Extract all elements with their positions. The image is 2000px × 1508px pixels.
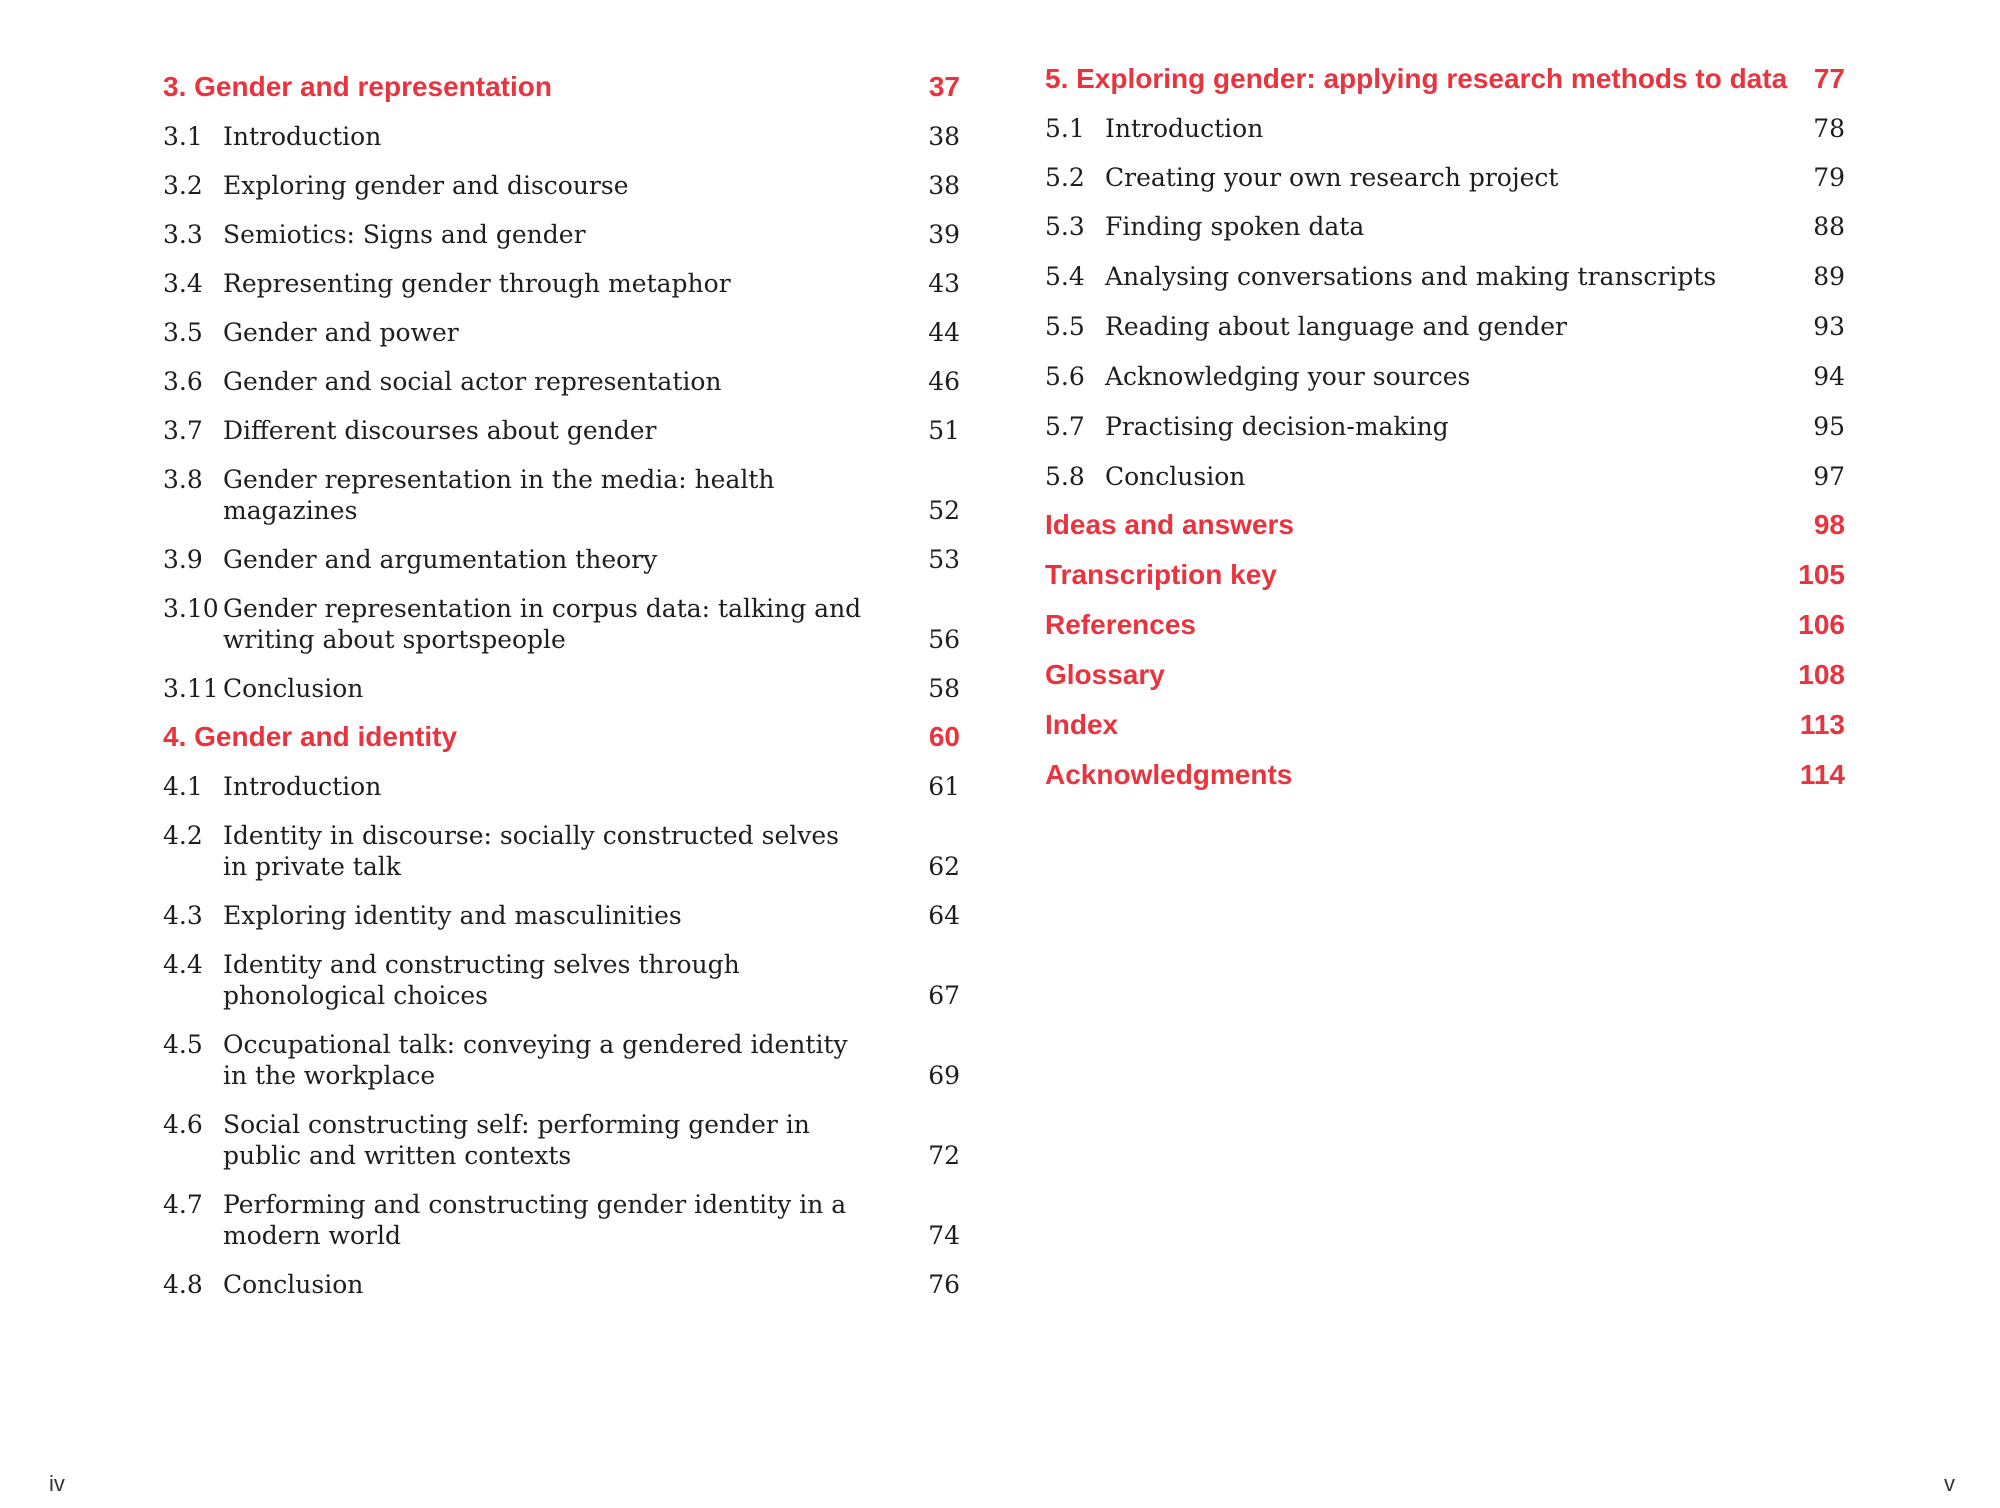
toc-heading-label: Ideas and answers bbox=[1045, 509, 1295, 540]
toc-entry bbox=[163, 170, 960, 201]
toc-entry-title: Gender representation in corpus data: talking and writing about sportspeople bbox=[223, 594, 862, 654]
toc-entry-number: 5.8 bbox=[1045, 462, 1085, 491]
toc-entry bbox=[163, 1269, 960, 1300]
toc-heading-page: 108 bbox=[1798, 659, 1845, 690]
toc-heading-page: 106 bbox=[1798, 609, 1845, 640]
toc-entry-number: 5.1 bbox=[1045, 114, 1085, 143]
toc-entry-page: 88 bbox=[1813, 212, 1845, 241]
toc-entry-page: 52 bbox=[928, 496, 960, 525]
toc-entry bbox=[1045, 411, 1845, 442]
toc-entry-title: Different discourses about gender bbox=[223, 416, 657, 445]
toc-entry-number: 3.3 bbox=[163, 220, 203, 249]
toc-heading-page: 113 bbox=[1799, 709, 1845, 740]
toc-entry bbox=[163, 593, 960, 655]
toc-heading-page: 98 bbox=[1813, 509, 1845, 540]
toc-entry-page: 89 bbox=[1813, 262, 1845, 291]
toc-entry bbox=[163, 415, 960, 446]
toc-entry-number: 3.11 bbox=[163, 674, 219, 703]
toc-entry-page: 74 bbox=[928, 1221, 960, 1250]
toc-entry-title: Gender and argumentation theory bbox=[223, 545, 658, 574]
toc-entry-page: 76 bbox=[928, 1270, 960, 1299]
toc-entry-title: Semiotics: Signs and gender bbox=[223, 220, 586, 249]
toc-entry bbox=[163, 949, 960, 1011]
toc-entry-title: Exploring gender and discourse bbox=[223, 171, 629, 200]
toc-heading-page: 105 bbox=[1798, 559, 1845, 590]
toc-entry-page: 53 bbox=[928, 545, 960, 574]
toc-entry-page: 62 bbox=[928, 852, 960, 881]
toc-entry-page: 56 bbox=[928, 625, 960, 654]
toc-entry-number: 5.5 bbox=[1045, 312, 1085, 341]
toc-entry-page: 97 bbox=[1813, 462, 1845, 491]
toc-heading bbox=[1045, 760, 1845, 790]
toc-entry bbox=[163, 544, 960, 575]
toc-heading-label: 3. Gender and representation bbox=[163, 71, 552, 102]
toc-entry-page: 39 bbox=[928, 220, 960, 249]
toc-heading-label: 5. Exploring gender: applying research methods to data bbox=[1045, 63, 1788, 94]
toc-heading-label: Glossary bbox=[1045, 659, 1165, 690]
toc-entry bbox=[163, 366, 960, 397]
toc-entry-title: Conclusion bbox=[223, 674, 364, 703]
toc-entry-page: 44 bbox=[928, 318, 960, 347]
toc-entry-page: 69 bbox=[928, 1061, 960, 1090]
toc-entry bbox=[163, 673, 960, 704]
toc-entry bbox=[163, 1029, 960, 1091]
toc-entry-number: 4.6 bbox=[163, 1110, 203, 1139]
toc-entry bbox=[163, 219, 960, 250]
toc-entry-page: 38 bbox=[928, 122, 960, 151]
toc-entry-number: 3.2 bbox=[163, 171, 203, 200]
toc-entry bbox=[1045, 311, 1845, 342]
toc-entry-number: 5.7 bbox=[1045, 412, 1085, 441]
toc-entry-title: Analysing conversations and making transcripts bbox=[1105, 262, 1717, 291]
toc-entry-number: 5.4 bbox=[1045, 262, 1085, 291]
toc-entry-page: 46 bbox=[928, 367, 960, 396]
toc-entry bbox=[1045, 211, 1845, 242]
toc-entry bbox=[1045, 162, 1845, 193]
toc-heading-page: 77 bbox=[1813, 63, 1845, 94]
toc-heading-page: 37 bbox=[928, 71, 960, 102]
toc-entry-number: 4.8 bbox=[163, 1270, 203, 1299]
toc-entry-number: 4.7 bbox=[163, 1190, 203, 1219]
toc-heading-label: References bbox=[1045, 609, 1196, 640]
toc-entry-title: Exploring identity and masculinities bbox=[223, 901, 682, 930]
toc-entry bbox=[163, 900, 960, 931]
toc-heading bbox=[1045, 64, 1845, 94]
page-number-left: iv bbox=[49, 1471, 65, 1496]
toc-entry bbox=[163, 820, 960, 882]
toc-entry-number: 4.2 bbox=[163, 821, 203, 850]
toc-heading-page: 60 bbox=[928, 721, 960, 752]
toc-heading bbox=[1045, 560, 1845, 590]
toc-entry bbox=[1045, 361, 1845, 392]
toc-heading-page: 114 bbox=[1799, 759, 1845, 790]
toc-entry-page: 64 bbox=[928, 901, 960, 930]
toc-entry-title: Creating your own research project bbox=[1105, 163, 1559, 192]
toc-entry-number: 3.1 bbox=[163, 122, 203, 151]
toc-entry-page: 93 bbox=[1813, 312, 1845, 341]
toc-entry-page: 67 bbox=[928, 981, 960, 1010]
toc-heading bbox=[1045, 660, 1845, 690]
toc-entry-title: Identity and constructing selves through phonological choices bbox=[223, 950, 740, 1010]
toc-entry-number: 3.10 bbox=[163, 594, 219, 623]
toc-entry-number: 5.6 bbox=[1045, 362, 1085, 391]
toc-entry-page: 38 bbox=[928, 171, 960, 200]
toc-entry-number: 4.5 bbox=[163, 1030, 203, 1059]
toc-heading bbox=[1045, 610, 1845, 640]
toc-entry-number: 4.3 bbox=[163, 901, 203, 930]
toc-entry-title: Acknowledging your sources bbox=[1105, 362, 1471, 391]
toc-entry bbox=[1045, 261, 1845, 292]
toc-entry-page: 58 bbox=[928, 674, 960, 703]
toc-entry-title: Introduction bbox=[223, 772, 382, 801]
toc-entry-title: Identity in discourse: socially constructed selves in private talk bbox=[223, 821, 839, 881]
toc-entry-page: 78 bbox=[1813, 114, 1845, 143]
toc-entry-page: 79 bbox=[1813, 163, 1845, 192]
toc-entry bbox=[1045, 113, 1845, 144]
toc-entry-page: 61 bbox=[928, 772, 960, 801]
toc-entry-number: 5.2 bbox=[1045, 163, 1085, 192]
toc-heading-label: Index bbox=[1045, 709, 1119, 740]
toc-entry-title: Practising decision-making bbox=[1105, 412, 1449, 441]
toc-entry-number: 5.3 bbox=[1045, 212, 1085, 241]
toc-entry-page: 43 bbox=[928, 269, 960, 298]
toc-entry bbox=[163, 1109, 960, 1171]
toc-entry-title: Social constructing self: performing gender in public and written contexts bbox=[223, 1110, 810, 1170]
toc-entry-title: Gender representation in the media: health magazines bbox=[223, 465, 775, 525]
toc-entry-page: 72 bbox=[928, 1141, 960, 1170]
toc-entry-title: Representing gender through metaphor bbox=[223, 269, 731, 298]
toc-entry-number: 3.8 bbox=[163, 465, 203, 494]
toc-heading-label: Transcription key bbox=[1045, 559, 1277, 590]
toc-heading bbox=[1045, 510, 1845, 540]
toc-entry-title: Introduction bbox=[1105, 114, 1264, 143]
toc-entry bbox=[163, 317, 960, 348]
toc-entry-title: Gender and social actor representation bbox=[223, 367, 722, 396]
toc-entry-title: Gender and power bbox=[223, 318, 459, 347]
toc-entry-title: Conclusion bbox=[1105, 462, 1246, 491]
toc-entry bbox=[163, 1189, 960, 1251]
toc-entry-number: 3.6 bbox=[163, 367, 203, 396]
toc-entry-page: 94 bbox=[1813, 362, 1845, 391]
toc-entry-title: Performing and constructing gender identity in a modern world bbox=[223, 1190, 847, 1250]
toc-entry-number: 3.4 bbox=[163, 269, 203, 298]
toc-entry bbox=[163, 268, 960, 299]
toc-entry-number: 3.9 bbox=[163, 545, 203, 574]
toc-entry-page: 95 bbox=[1813, 412, 1845, 441]
toc-entry-number: 4.1 bbox=[163, 772, 203, 801]
toc-entry-page: 51 bbox=[928, 416, 960, 445]
toc-entry-number: 3.5 bbox=[163, 318, 203, 347]
toc-entry bbox=[1045, 461, 1845, 492]
toc-heading bbox=[163, 72, 960, 102]
toc-entry-title: Reading about language and gender bbox=[1105, 312, 1567, 341]
toc-entry-number: 4.4 bbox=[163, 950, 203, 979]
toc-entry-title: Finding spoken data bbox=[1105, 212, 1365, 241]
toc-heading bbox=[163, 722, 960, 752]
toc-heading-label: 4. Gender and identity bbox=[163, 721, 458, 752]
toc-entry-number: 3.7 bbox=[163, 416, 203, 445]
toc-entry bbox=[163, 771, 960, 802]
toc-entry-title: Conclusion bbox=[223, 1270, 364, 1299]
page-number-right: v bbox=[1944, 1471, 1955, 1496]
toc-entry bbox=[163, 464, 960, 526]
toc-heading bbox=[1045, 710, 1845, 740]
toc-entry-title: Occupational talk: conveying a gendered identity in the workplace bbox=[223, 1030, 848, 1090]
toc-heading-label: Acknowledgments bbox=[1045, 759, 1293, 790]
toc-entry bbox=[163, 121, 960, 152]
toc-entry-title: Introduction bbox=[223, 122, 382, 151]
